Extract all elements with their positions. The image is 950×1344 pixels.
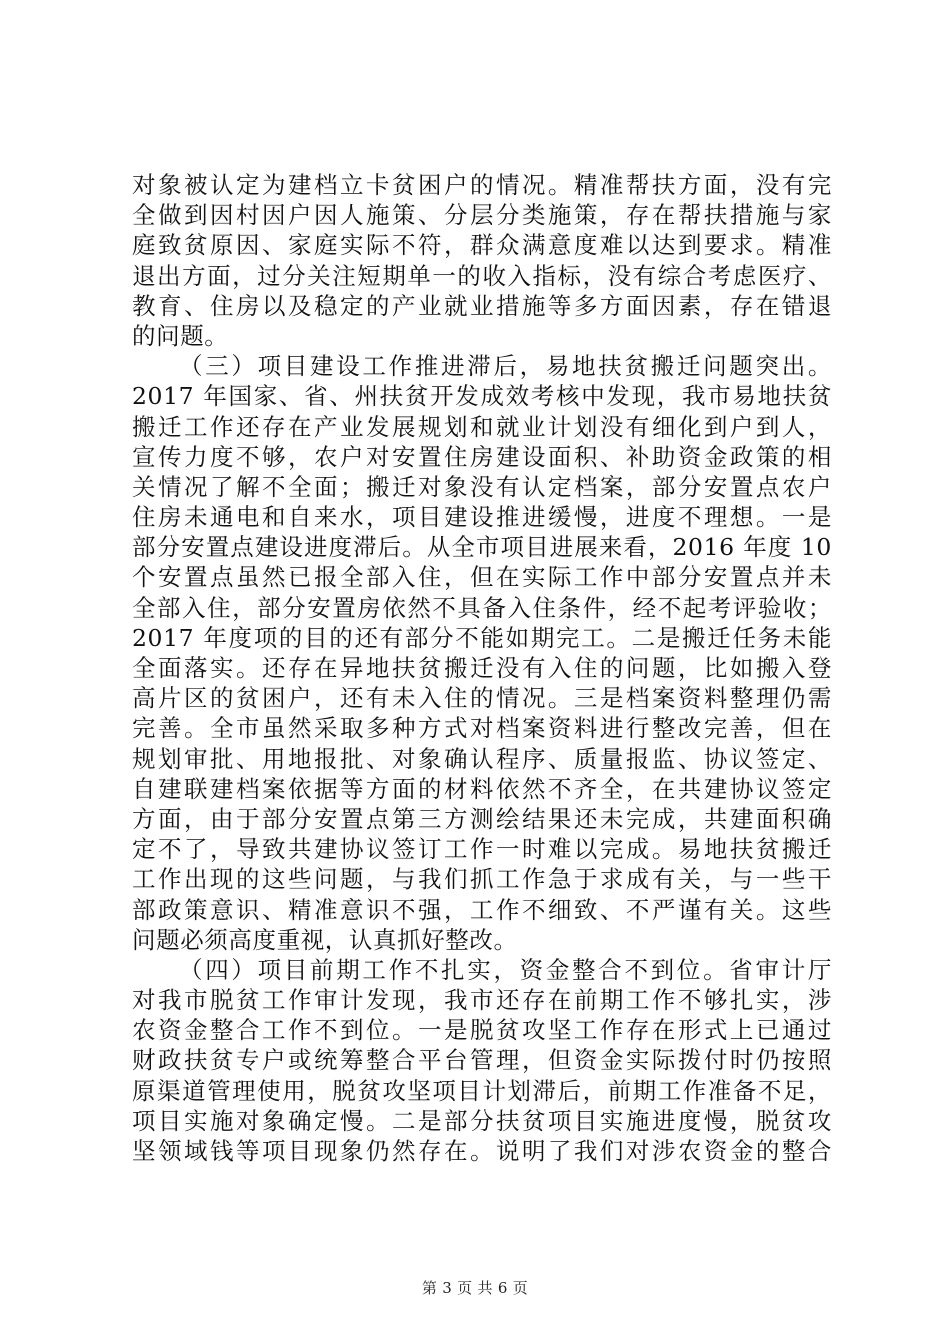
text-line: 搬迁工作还存在产业发展规划和就业计划没有细化到户到人， — [132, 412, 832, 441]
text-line: 2017 年国家、省、州扶贫开发成效考核中发现，我市易地扶贫 — [132, 382, 832, 411]
section-heading-4: （四）项目前期工作不扎实，资金整合不到位。省审计厅 — [179, 955, 832, 984]
text-line: 原渠道管理使用，脱贫攻坚项目计划滞后，前期工作准备不足， — [132, 1076, 832, 1105]
text-line: 财政扶贫专户或统筹整合平台管理，但资金实际拨付时仍按照 — [132, 1046, 832, 1075]
text-line: 定不了，导致共建协议签订工作一时难以完成。易地扶贫搬迁 — [132, 835, 832, 864]
text-line: 关情况了解不全面；搬迁对象没有认定档案，部分安置点农户 — [132, 472, 832, 501]
page-number-footer: 第 3 页 共 6 页 — [421, 1279, 529, 1297]
text-line: 方面，由于部分安置点第三方测绘结果还未完成，共建面积确 — [132, 804, 832, 833]
document-body — [132, 170, 832, 1166]
text-line: 全做到因村因户因人施策、分层分类施策，存在帮扶措施与家 — [132, 201, 832, 230]
text-line: 个安置点虽然已报全部入住，但在实际工作中部分安置点并未 — [132, 563, 832, 592]
text-line: 住房未通电和自来水，项目建设推进缓慢，进度不理想。一是 — [132, 503, 832, 532]
text-line: 对象被认定为建档立卡贫困户的情况。精准帮扶方面，没有完 — [132, 171, 832, 199]
text-line: 坚领域钱等项目现象仍然存在。说明了我们对涉农资金的整合 — [132, 1137, 832, 1165]
text-line: 部政策意识、精准意识不强，工作不细致、不严谨有关。这些 — [132, 895, 832, 924]
text-line: 农资金整合工作不到位。一是脱贫攻坚工作存在形式上已通过 — [132, 1016, 832, 1045]
text-line: 庭致贫原因、家庭实际不符，群众满意度难以达到要求。精准 — [132, 231, 832, 260]
text-line: 全部入住，部分安置房依然不具备入住条件，经不起考评验收； — [132, 593, 832, 622]
text-line: 全面落实。还存在异地扶贫搬迁没有入住的问题，比如搬入登 — [132, 654, 832, 682]
text-line: 项目实施对象确定慢。二是部分扶贫项目实施进度慢，脱贫攻 — [132, 1106, 832, 1135]
text-line: 自建联建档案依据等方面的材料依然不齐全，在共建协议签定 — [132, 774, 832, 803]
text-line: 对我市脱贫工作审计发现，我市还存在前期工作不够扎实，涉 — [132, 986, 832, 1015]
text-line: 高片区的贫困户，还有未入住的情况。三是档案资料整理仍需 — [132, 684, 832, 713]
text-line: 部分安置点建设进度滞后。从全市项目进展来看，2016 年度 10 — [132, 533, 832, 562]
text-line: 工作出现的这些问题，与我们抓工作急于求成有关，与一些干 — [132, 865, 832, 894]
section-heading-3: （三）项目建设工作推进滞后，易地扶贫搬迁问题突出。 — [179, 352, 832, 381]
text-line: 的问题。 — [132, 321, 229, 350]
text-line: 2017 年度项的目的还有部分不能如期完工。二是搬迁任务未能 — [132, 623, 832, 652]
text-line: 完善。全市虽然采取多种方式对档案资料进行整改完善，但在 — [132, 714, 832, 743]
text-line: 问题必须高度重视，认真抓好整改。 — [132, 925, 518, 954]
text-line: 规划审批、用地报批、对象确认程序、质量报监、协议签定、 — [132, 744, 832, 773]
text-line: 退出方面，过分关注短期单一的收入指标，没有综合考虑医疗、 — [132, 261, 832, 290]
text-line: 宣传力度不够，农户对安置住房建设面积、补助资金政策的相 — [132, 442, 832, 471]
text-line: 教育、住房以及稳定的产业就业措施等多方面因素，存在错退 — [132, 291, 832, 320]
